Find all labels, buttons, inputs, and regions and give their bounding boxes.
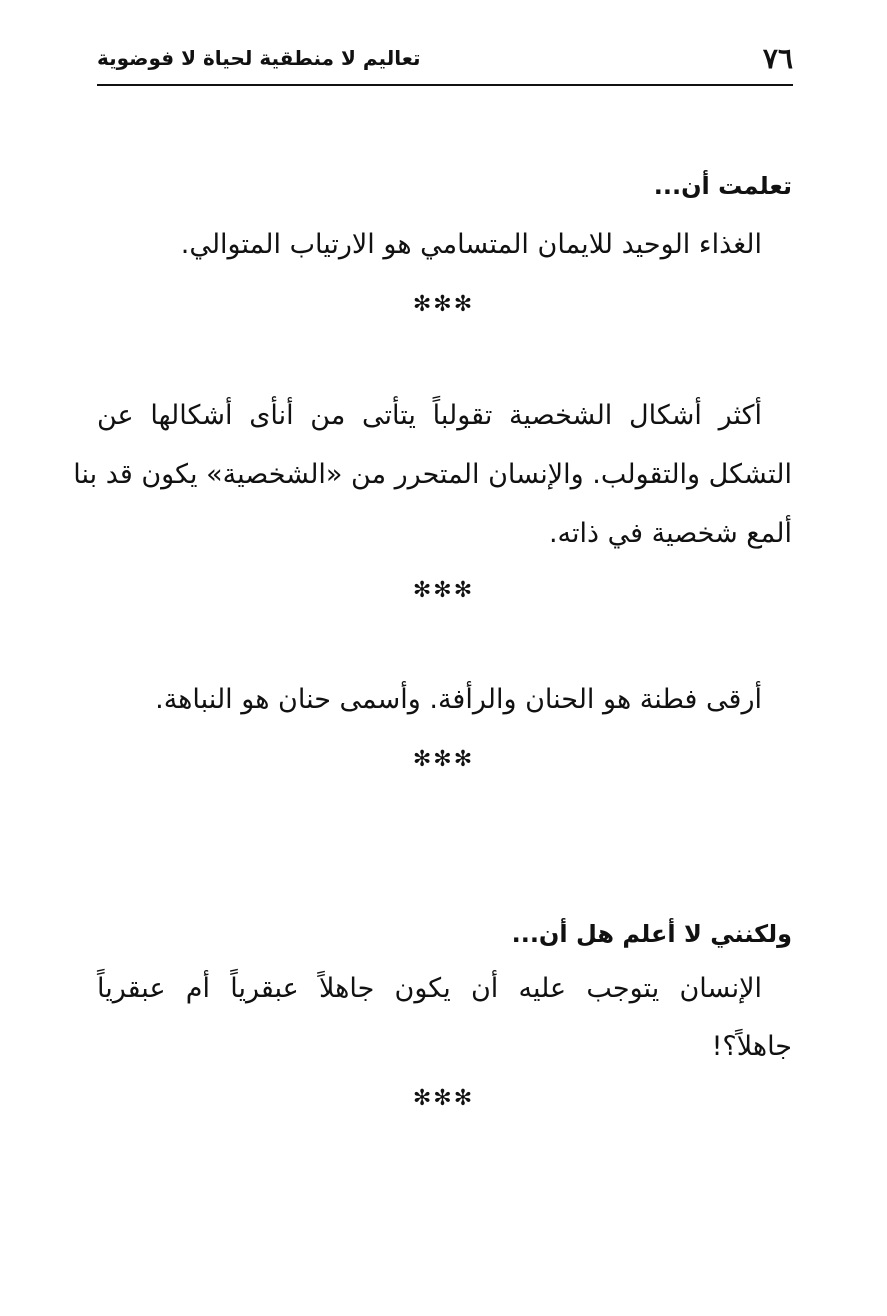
ornament-separator: ✻✻✻ (412, 292, 475, 317)
section-heading-learned: تعلمت أن... (653, 172, 792, 200)
page-number: ٧٦ (762, 42, 793, 75)
paragraph-line: الغذاء الوحيد للايمان المتسامي هو الارتياب المتوالي. (180, 229, 762, 260)
paragraph-line: جاهلاً؟! (711, 1031, 792, 1062)
ornament-separator: ✻✻✻ (412, 578, 475, 603)
ornament-separator: ✻✻✻ (412, 1086, 475, 1111)
paragraph-line: الإنسان يتوجب عليه أن يكون جاهلاً عبقرياً أم عبقرياً (97, 973, 762, 1004)
page-header (97, 38, 793, 86)
paragraph-line: التشكل والتقولب. والإنسان المتحرر من «الشخصية» يكون قد بنا (73, 459, 792, 490)
paragraph-line: أرقى فطنة هو الحنان والرأفة. وأسمى حنان هو النباهة. (155, 684, 762, 715)
paragraph-line: ألمع شخصية في ذاته. (548, 518, 792, 549)
running-title: تعاليم لا منطقية لحياة لا فوضوية (97, 46, 421, 70)
section-heading-dont-know: ولكنني لا أعلم هل أن... (511, 920, 792, 948)
ornament-separator: ✻✻✻ (412, 747, 475, 772)
paragraph-line: أكثر أشكال الشخصية تقولباً يتأتى من أنأى أشكالها عن (97, 400, 762, 431)
